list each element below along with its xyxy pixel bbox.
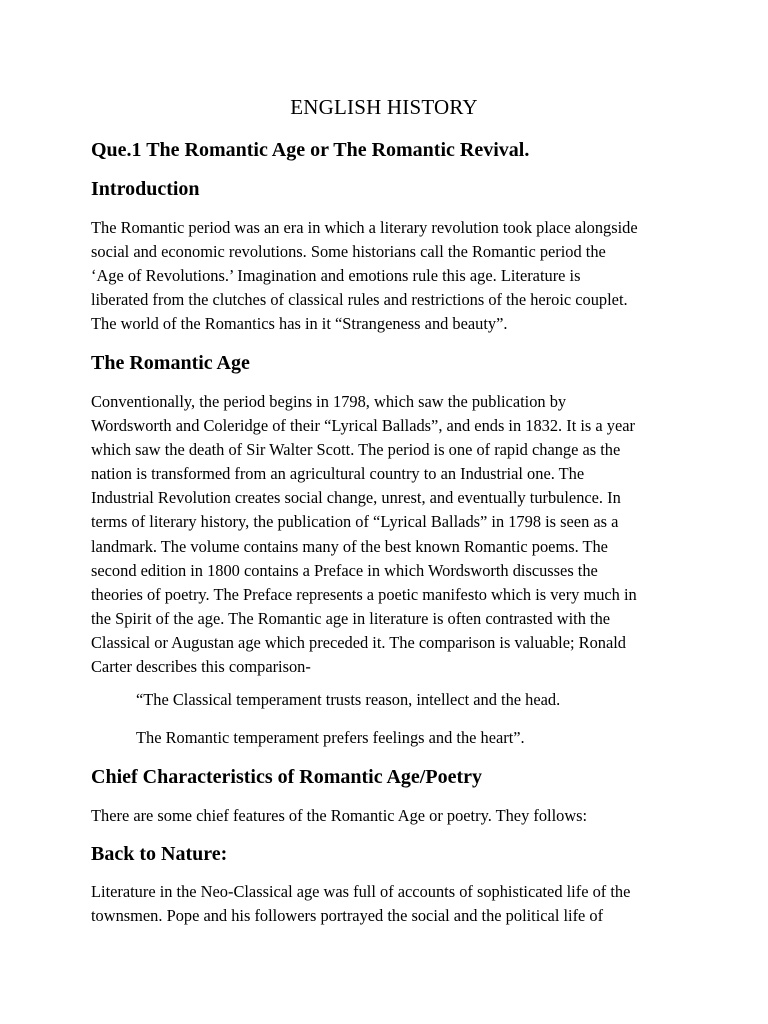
paragraph-line: landmark. The volume contains many of the best known Romantic poems. The <box>91 536 608 556</box>
paragraph-line: ‘Age of Revolutions.’ Imagination and emotions rule this age. Literature is <box>91 266 581 286</box>
paragraph-line: nation is transformed from an agricultural country to an Industrial one. The <box>91 464 585 484</box>
document-title: ENGLISH HISTORY <box>290 95 478 119</box>
back-to-nature-paragraph <box>91 880 691 928</box>
introduction-paragraph <box>91 216 691 336</box>
chief-characteristics-paragraph <box>91 804 691 828</box>
paragraph-line: theories of poetry. The Preface represents a poetic manifesto which is very much in <box>91 584 637 604</box>
paragraph-line: second edition in 1800 contains a Preface in which Wordsworth discusses the <box>91 560 598 580</box>
section-heading-romantic-age: The Romantic Age <box>91 352 250 374</box>
block-quote-line: “The Classical temperament trusts reason, intellect and the head. <box>136 690 561 709</box>
block-quote-line: The Romantic temperament prefers feelings and the heart”. <box>136 728 525 747</box>
paragraph-line: social and economic revolutions. Some historians call the Romantic period the <box>91 242 606 262</box>
paragraph-line: Classical or Augustan age which preceded it. The comparison is valuable; Ronald <box>91 632 626 652</box>
paragraph-line: Wordsworth and Coleridge of their “Lyrical Ballads”, and ends in 1832. It is a year <box>91 416 635 436</box>
question-title: Que.1 The Romantic Age or The Romantic Revival. <box>91 139 530 161</box>
section-heading-back-to-nature: Back to Nature: <box>91 843 228 865</box>
paragraph-line: terms of literary history, the publication of “Lyrical Ballads” in 1798 is seen as a <box>91 512 619 532</box>
paragraph-line: Literature in the Neo-Classical age was full of accounts of sophisticated life of the <box>91 882 631 901</box>
paragraph-line: The world of the Romantics has in it “Strangeness and beauty”. <box>91 314 508 334</box>
paragraph-line: liberated from the clutches of classical rules and restrictions of the heroic couplet. <box>91 290 628 310</box>
section-heading-introduction: Introduction <box>91 178 200 200</box>
paragraph-line: Industrial Revolution creates social change, unrest, and eventually turbulence. In <box>91 488 621 508</box>
section-heading-chief-characteristics: Chief Characteristics of Romantic Age/Poetry <box>91 766 482 788</box>
paragraph-line: The Romantic period was an era in which a literary revolution took place alongside <box>91 218 638 237</box>
paragraph-line: Carter describes this comparison- <box>91 657 311 677</box>
paragraph-line: There are some chief features of the Romantic Age or poetry. They follows: <box>91 806 588 825</box>
paragraph-line: townsmen. Pope and his followers portrayed the social and the political life of <box>91 906 604 926</box>
paragraph-line: Conventionally, the period begins in 1798, which saw the publication by <box>91 392 567 411</box>
paragraph-line: which saw the death of Sir Walter Scott. The period is one of rapid change as the <box>91 440 621 460</box>
paragraph-line: the Spirit of the age. The Romantic age in literature is often contrasted with the <box>91 608 611 628</box>
romantic-age-paragraph <box>91 390 691 679</box>
